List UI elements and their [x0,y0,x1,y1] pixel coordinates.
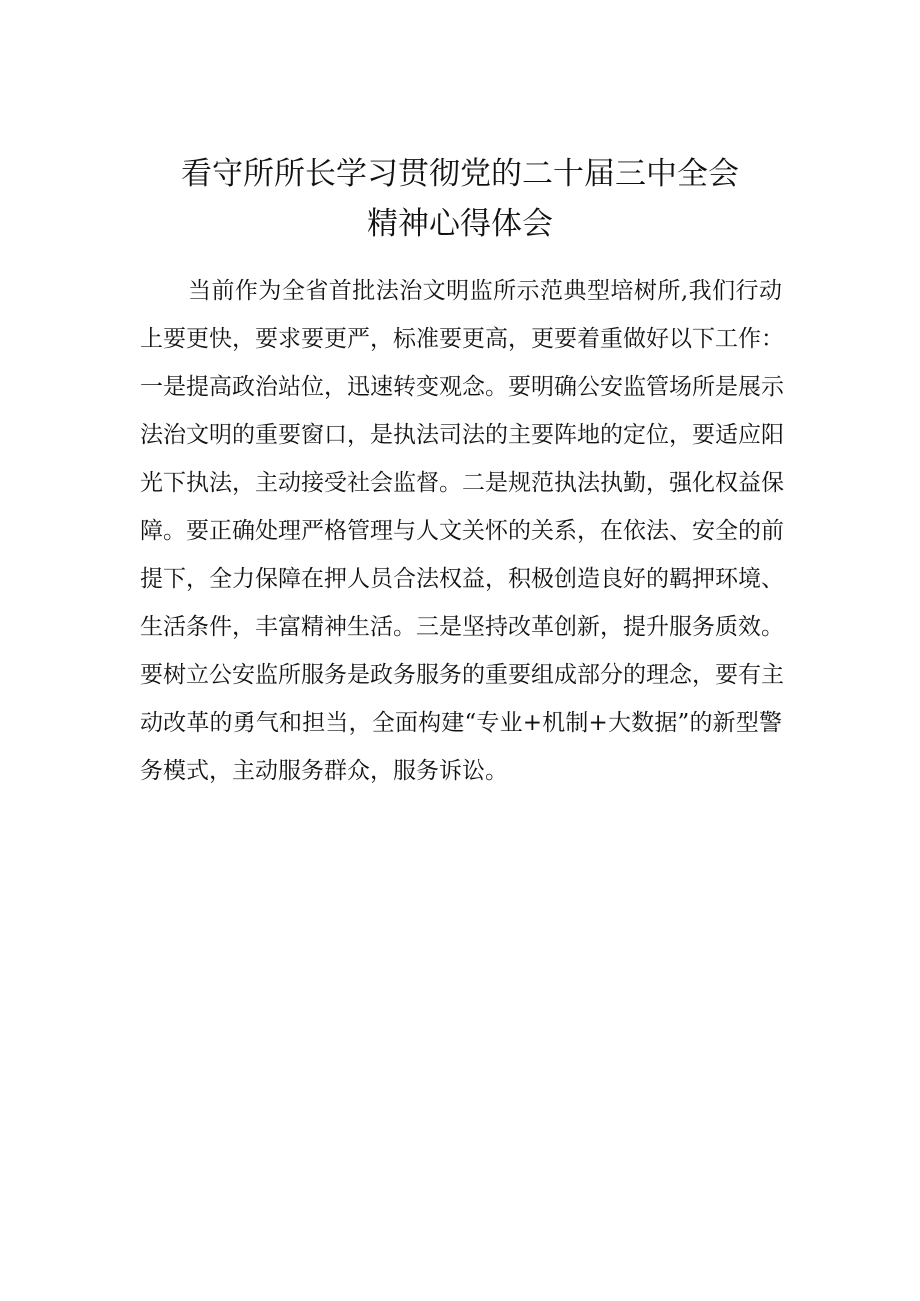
body-line-1: 当前作为全省首批法治文明监所示范典型培树所,我们行动 [188,278,782,304]
body-line-8: 生活条件，丰富精神生活。三是坚持改革创新，提升服务质效。 [140,614,784,640]
document-body [140,275,782,795]
body-line-9: 要树立公安监所服务是政务服务的重要组成部分的理念，要有主 [140,662,784,688]
body-line-11: 务模式，主动服务群众，服务诉讼。 [140,758,508,784]
body-line-2: 上要更快，要求要更严，标准要更高，更要着重做好以下工作： [140,326,784,352]
body-line-3: 一是提高政治站位，迅速转变观念。要明确公安监管场所是展示 [140,374,784,400]
body-line-6: 障。要正确处理严格管理与人文关怀的关系，在依法、安全的前 [140,518,784,544]
body-line-7: 提下，全力保障在押人员合法权益，积极创造良好的羁押环境、 [140,566,784,592]
document-title-line-2: 精神心得体会 [367,206,553,242]
body-line-10: 动改革的勇气和担当，全面构建“专业+机制+大数据”的新型警 [140,710,782,736]
body-line-5: 光下执法，主动接受社会监督。二是规范执法执勤，强化权益保 [140,470,784,496]
body-line-4: 法治文明的重要窗口，是执法司法的主要阵地的定位，要适应阳 [140,422,784,448]
document-title-line-1: 看守所所长学习贯彻党的二十届三中全会 [181,156,739,192]
